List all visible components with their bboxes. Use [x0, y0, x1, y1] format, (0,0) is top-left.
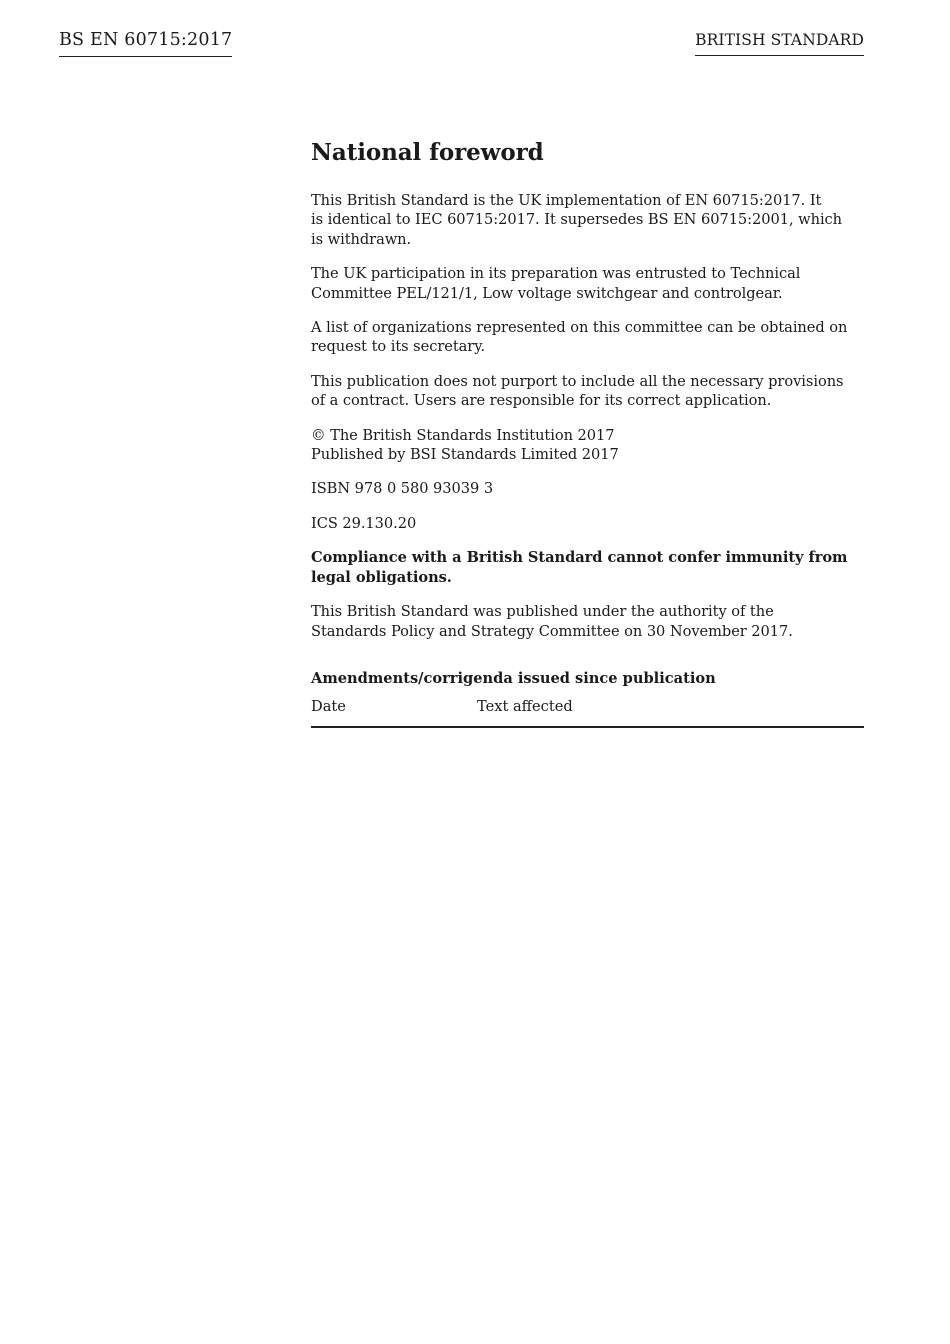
paragraph-line: Committee PEL/121/1, Low voltage switchgear and controlgear. [311, 284, 783, 302]
paragraph-line: This publication does not purport to include all the necessary provisions [311, 372, 844, 390]
paragraph-line: This British Standard was published under the authority of the [311, 603, 774, 621]
paragraph-line: A list of organizations represented on this committee can be obtained on [311, 319, 848, 337]
paragraph-line: The UK participation in its preparation was entrusted to Technical [311, 265, 801, 283]
authority-paragraph [311, 602, 864, 641]
ics-paragraph [311, 514, 864, 533]
paragraph-line: ISBN 978 0 580 93039 3 [311, 480, 494, 498]
paragraph-line: Published by BSI Standards Limited 2017 [311, 446, 619, 464]
provisions-paragraph [311, 372, 864, 411]
compliance-notice [311, 548, 864, 587]
implementation-paragraph [311, 191, 864, 249]
paragraph-line: © The British Standards Institution 2017 [311, 426, 615, 444]
committee-paragraph [311, 264, 864, 303]
paragraph-line: is withdrawn. [311, 230, 412, 248]
paragraph-line: of a contract. Users are responsible for its correct application. [311, 392, 772, 410]
document-type-header: BRITISH STANDARD [695, 31, 864, 56]
paragraph-line: Compliance with a British Standard cannot confer immunity from [311, 549, 848, 567]
isbn-paragraph [311, 479, 864, 498]
paragraph-line: legal obligations. [311, 568, 452, 586]
paragraph-line: Standards Policy and Strategy Committee on 30 November 2017. [311, 622, 793, 640]
paragraph-line: ICS 29.130.20 [311, 514, 417, 532]
paragraph-line: request to its secretary. [311, 338, 486, 356]
page-title: National foreword [311, 139, 544, 166]
document-number-header: BS EN 60715:2017 [59, 30, 232, 57]
amendments-heading: Amendments/corrigenda issued since publication [311, 669, 716, 687]
organizations-paragraph [311, 318, 864, 357]
amendments-table [311, 697, 864, 727]
paragraph-line: This British Standard is the UK implementation of EN 60715:2017. It [311, 192, 822, 209]
national-foreword-section [311, 138, 864, 728]
paragraph-line: is identical to IEC 60715:2017. It supersedes BS EN 60715:2001, which [311, 211, 843, 229]
copyright-paragraph [311, 426, 864, 465]
amendments-date-column-header: Date [311, 698, 346, 716]
amendments-text-column-header: Text affected [477, 698, 573, 716]
